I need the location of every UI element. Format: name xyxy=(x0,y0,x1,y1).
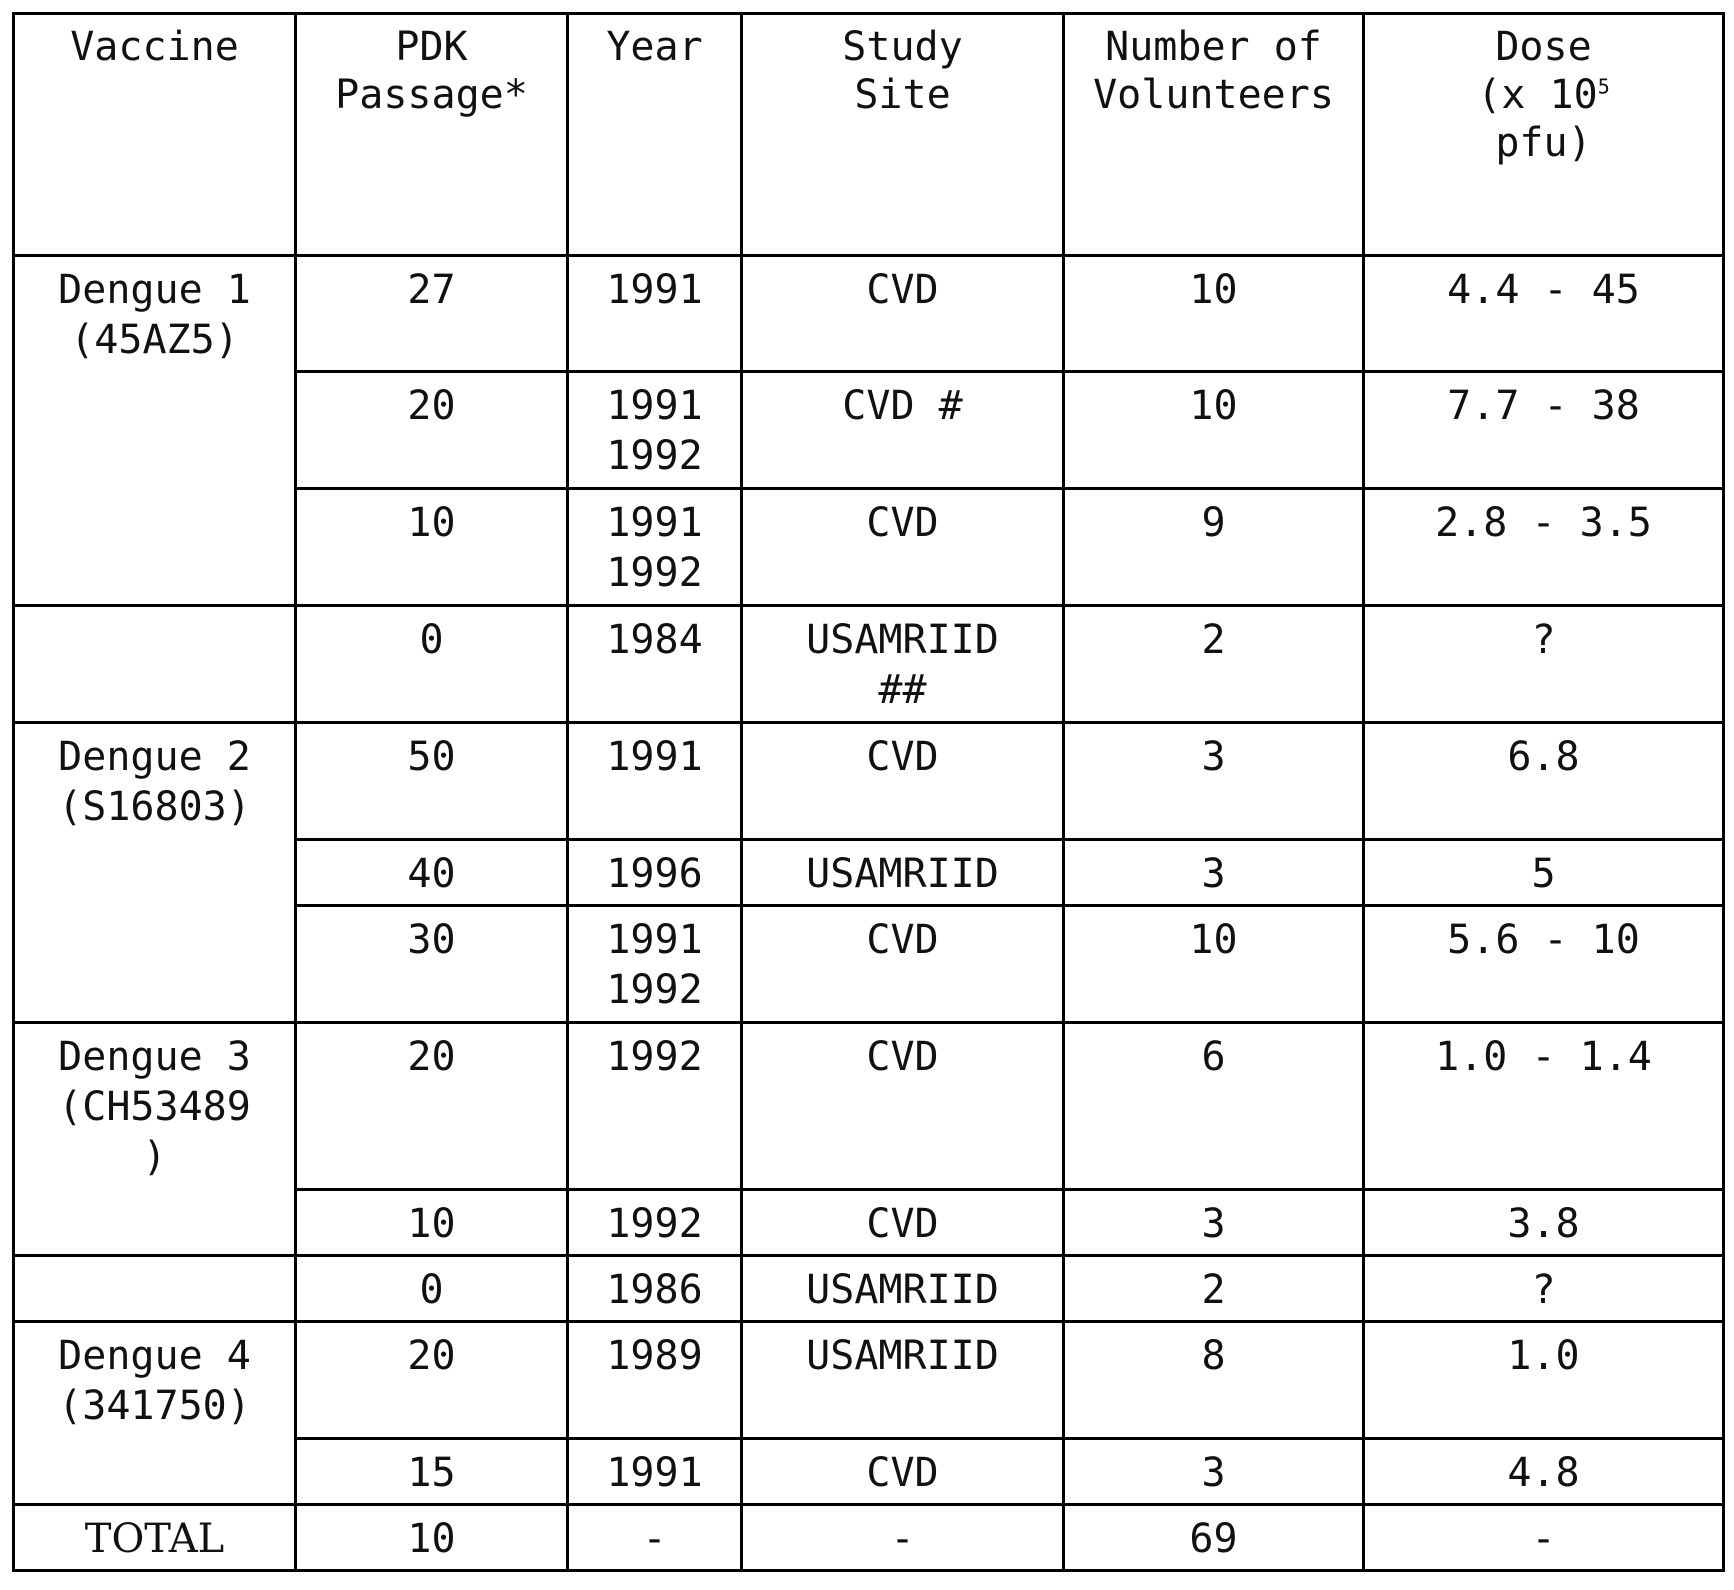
dose-cell: ? xyxy=(1364,1256,1724,1322)
dose-cell: 3.8 xyxy=(1364,1190,1724,1256)
vaccine-cell xyxy=(14,606,296,723)
volunteers-cell: 3 xyxy=(1064,1439,1364,1505)
year-cell: 1991 xyxy=(568,1439,742,1505)
volunteers-cell: 10 xyxy=(1064,372,1364,489)
header-dose-unit: pfu) xyxy=(1495,120,1592,166)
table-row xyxy=(14,606,1724,723)
dose-cell: 2.8 - 3.5 xyxy=(1364,489,1724,606)
dose-cell: 1.0 xyxy=(1364,1322,1724,1439)
header-study-site: Study Site xyxy=(742,14,1064,256)
header-volunteers: Number of Volunteers xyxy=(1064,14,1364,256)
pdk-cell: 15 xyxy=(296,1439,568,1505)
header-vaccine: Vaccine xyxy=(14,14,296,256)
year-cell: 1984 xyxy=(568,606,742,723)
dose-cell: ? xyxy=(1364,606,1724,723)
site-cell: CVD xyxy=(742,906,1064,1023)
pdk-cell: 10 xyxy=(296,489,568,606)
total-site: - xyxy=(742,1505,1064,1571)
year-cell: 1989 xyxy=(568,1322,742,1439)
volunteers-cell: 6 xyxy=(1064,1023,1364,1190)
volunteers-cell: 10 xyxy=(1064,906,1364,1023)
dose-cell: 5.6 - 10 xyxy=(1364,906,1724,1023)
year-cell: 1991 1992 xyxy=(568,906,742,1023)
site-cell: USAMRIID xyxy=(742,1322,1064,1439)
vaccine-cell: Dengue 3 (CH53489 ) xyxy=(14,1023,296,1256)
pdk-cell: 50 xyxy=(296,723,568,840)
site-cell: USAMRIID xyxy=(742,1256,1064,1322)
site-cell: CVD xyxy=(742,489,1064,606)
site-cell: CVD xyxy=(742,723,1064,840)
header-dose-text: Dose (x 10 xyxy=(1477,24,1598,118)
year-cell: 1996 xyxy=(568,840,742,906)
site-cell: CVD xyxy=(742,1190,1064,1256)
volunteers-cell: 2 xyxy=(1064,606,1364,723)
volunteers-cell: 3 xyxy=(1064,723,1364,840)
dose-cell: 1.0 - 1.4 xyxy=(1364,1023,1724,1190)
total-label: TOTAL xyxy=(14,1505,296,1571)
volunteers-cell: 8 xyxy=(1064,1322,1364,1439)
pdk-cell: 30 xyxy=(296,906,568,1023)
header-year: Year xyxy=(568,14,742,256)
year-cell: 1991 1992 xyxy=(568,489,742,606)
pdk-cell: 40 xyxy=(296,840,568,906)
site-cell: USAMRIID ## xyxy=(742,606,1064,723)
year-cell: 1992 xyxy=(568,1023,742,1190)
volunteers-cell: 10 xyxy=(1064,256,1364,372)
table-row xyxy=(14,1256,1724,1322)
table-row xyxy=(14,723,1724,840)
vaccine-table xyxy=(12,12,1725,1572)
total-year: - xyxy=(568,1505,742,1571)
volunteers-cell: 2 xyxy=(1064,1256,1364,1322)
pdk-cell: 20 xyxy=(296,1023,568,1190)
header-pdk-passage: PDK Passage* xyxy=(296,14,568,256)
pdk-cell: 20 xyxy=(296,1322,568,1439)
vaccine-cell: Dengue 4 (341750) xyxy=(14,1322,296,1505)
vaccine-cell: Dengue 1 (45AZ5) xyxy=(14,256,296,606)
volunteers-cell: 9 xyxy=(1064,489,1364,606)
site-cell: CVD xyxy=(742,1023,1064,1190)
dose-cell: 4.8 xyxy=(1364,1439,1724,1505)
dose-cell: 6.8 xyxy=(1364,723,1724,840)
dose-cell: 5 xyxy=(1364,840,1724,906)
site-cell: USAMRIID xyxy=(742,840,1064,906)
dose-cell: 4.4 - 45 xyxy=(1364,256,1724,372)
table-row xyxy=(14,1322,1724,1439)
year-cell: 1991 xyxy=(568,723,742,840)
vaccine-cell: Dengue 2 (S16803) xyxy=(14,723,296,1023)
header-dose xyxy=(1364,14,1724,256)
total-dose: - xyxy=(1364,1505,1724,1571)
vaccine-cell xyxy=(14,1256,296,1322)
pdk-cell: 0 xyxy=(296,1256,568,1322)
site-cell: CVD xyxy=(742,1439,1064,1505)
header-dose-exponent: 5 xyxy=(1597,74,1610,99)
header-row xyxy=(14,14,1724,256)
year-cell: 1991 xyxy=(568,256,742,372)
total-volunteers: 69 xyxy=(1064,1505,1364,1571)
volunteers-cell: 3 xyxy=(1064,1190,1364,1256)
pdk-cell: 27 xyxy=(296,256,568,372)
year-cell: 1992 xyxy=(568,1190,742,1256)
site-cell: CVD xyxy=(742,256,1064,372)
table-row xyxy=(14,256,1724,372)
table-row xyxy=(14,1023,1724,1190)
total-row xyxy=(14,1505,1724,1571)
total-pdk: 10 xyxy=(296,1505,568,1571)
dose-cell: 7.7 - 38 xyxy=(1364,372,1724,489)
site-cell: CVD # xyxy=(742,372,1064,489)
year-cell: 1986 xyxy=(568,1256,742,1322)
pdk-cell: 10 xyxy=(296,1190,568,1256)
volunteers-cell: 3 xyxy=(1064,840,1364,906)
pdk-cell: 0 xyxy=(296,606,568,723)
year-cell: 1991 1992 xyxy=(568,372,742,489)
pdk-cell: 20 xyxy=(296,372,568,489)
